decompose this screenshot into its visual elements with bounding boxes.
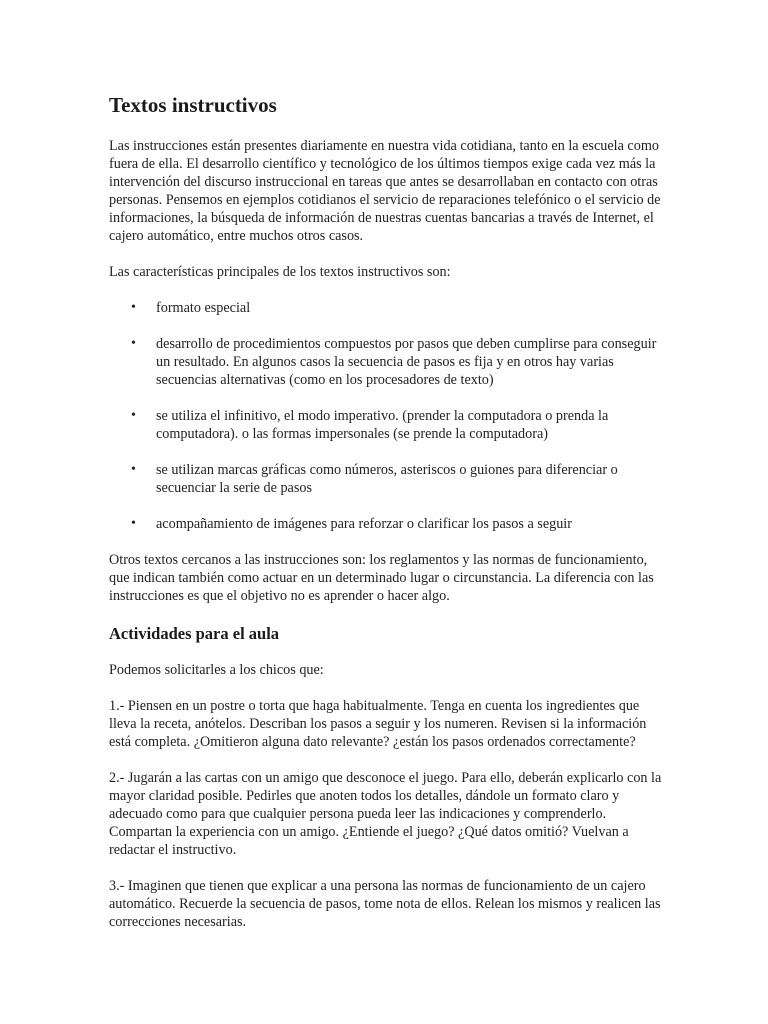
list-item bbox=[109, 299, 669, 317]
other-texts-paragraph: Otros textos cercanos a las instrucciones son: los reglamentos y las normas de funcionamiento, que indican también como actuar en un determinado lugar o circunstancia. La diferencia con las instrucciones es que el objetivo no es aprender o hacer algo. bbox=[109, 552, 654, 604]
bullet-icon: • bbox=[131, 408, 136, 423]
intro-paragraph: Las instrucciones están presentes diariamente en nuestra vida cotidiana, tanto en la escuela como fuera de ella. El desarrollo científico y tecnológico de los últimos tiempos exige cada vez más la intervención del discurso instruccional en tareas que antes se desarrollaban en contacto con otras personas. Pensemos en ejemplos cotidianos el servicio de reparaciones telefónico o el servicio de informaciones, la búsqueda de información de nuestras cuentas bancarias a través de Internet, el cajero automático, entre muchos otros casos. bbox=[109, 138, 661, 244]
activity-item: 3.- Imaginen que tienen que explicar a una persona las normas de funcionamiento de un cajero automático. Recuerde la secuencia de pasos, tome nota de ellos. Relean los mismos y realicen las correcciones necesarias. bbox=[109, 878, 661, 930]
activity-item: 1.- Piensen en un postre o torta que haga habitualmente. Tenga en cuenta los ingredientes que lleva la receta, anótelos. Describan los pasos a seguir y los numeren. Revisen si la información está completa. ¿Omitieron alguna dato relevante? ¿están los pasos ordenados correctamente? bbox=[109, 698, 647, 750]
list-item bbox=[109, 335, 669, 389]
activities-intro: Podemos solicitarles a los chicos que: bbox=[109, 662, 324, 678]
list-item bbox=[109, 461, 669, 497]
activities-heading: Actividades para el aula bbox=[109, 624, 280, 643]
list-item bbox=[109, 407, 669, 443]
bullet-icon: • bbox=[131, 300, 136, 315]
list-item-text: desarrollo de procedimientos compuestos por pasos que deben cumplirse para conseguir un resultado. En algunos casos la secuencia de pasos es fija y en otros hay varias secuencias alternativas (como en los procesadores de texto) bbox=[156, 336, 657, 388]
list-item bbox=[109, 515, 669, 533]
list-item-text: se utiliza el infinitivo, el modo imperativo. (prender la computadora o prenda la computadora). o las formas impersonales (se prende la computadora) bbox=[156, 408, 609, 442]
activity-item: 2.- Jugarán a las cartas con un amigo que desconoce el juego. Para ello, deberán explicarlo con la mayor claridad posible. Pedirles que anoten todos los detalles, dándole un formato claro y adecuado como para que cualquier persona pueda leer las indicaciones y comprenderlo. Compartan la experiencia con un amigo. ¿Entiende el juego? ¿Qué datos omitió? Vuelvan a redactar el instructivo. bbox=[109, 770, 662, 858]
list-item-text: formato especial bbox=[156, 300, 251, 316]
bullet-icon: • bbox=[131, 516, 136, 531]
document-page bbox=[109, 92, 669, 949]
list-item-text: acompañamiento de imágenes para reforzar o clarificar los pasos a seguir bbox=[156, 516, 572, 532]
features-intro: Las características principales de los textos instructivos son: bbox=[109, 264, 451, 280]
page-title: Textos instructivos bbox=[109, 93, 277, 117]
features-list bbox=[109, 299, 669, 533]
list-item-text: se utilizan marcas gráficas como números, asteriscos o guiones para diferenciar o secuenciar la serie de pasos bbox=[156, 462, 618, 496]
bullet-icon: • bbox=[131, 336, 136, 351]
bullet-icon: • bbox=[131, 462, 136, 477]
